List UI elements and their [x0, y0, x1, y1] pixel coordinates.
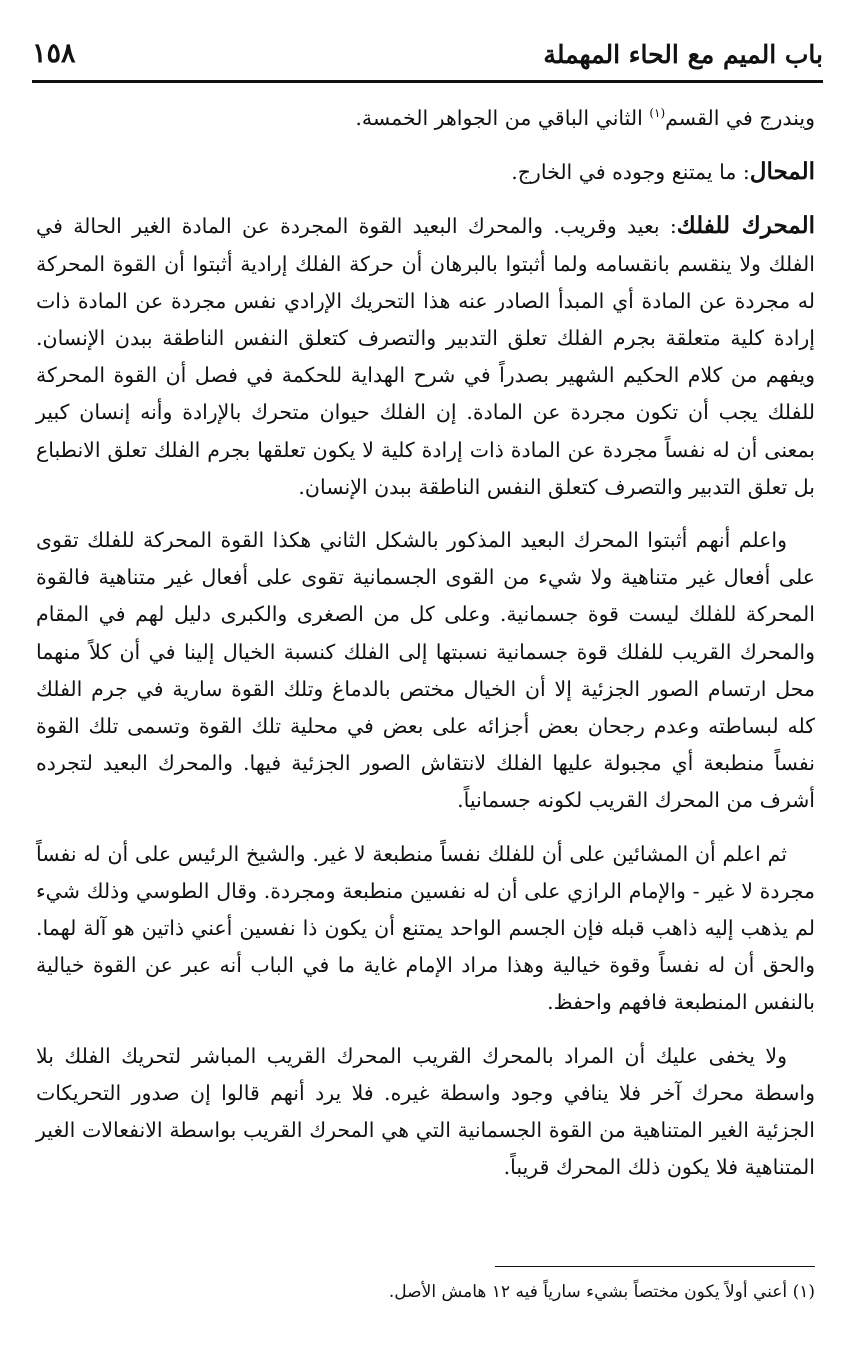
page-header — [32, 32, 823, 82]
chapter-title: باب الميم مع الحاء المهملة — [543, 40, 823, 69]
page-number: ١٥٨ — [32, 38, 76, 69]
paragraph-3-text: : بعيد وقريب. والمحرك البعيد القوة المجردة عن المادة الغير الحالة في الفلك ولا ينقسم بانقسامه ولما أثبتوا بالبرهان أن حركة الفلك إرادية أثبتوا أن القوة المحركة له مجردة عن المادة أي المبدأ الصادر عنه هذا التحريك الإرادي نفس مجردة عن المادة ذات إرادة كلية متعلقة بجرم الفلك تعلق التدبير والتصرف كتعلق النفس الناطقة ببدن الإنسان. ويفهم من كلام الحكيم الشهير بصدراً في شرح الهداية للحكمة في فصل أن القوة المحركة للفلك يجب أن تكون مجردة عن المادة. إن الفلك حيوان متحرك بالإرادة وأنه إنسان كبير بمعنى أن له نفساً مجردة عن المادة ذات إرادة كلية لا يكون تعلقها بجرم الفلك تعلق الانطباع بل تعلق التدبير والتصرف كتعلق النفس الناطقة ببدن الإنسان. — [36, 214, 815, 499]
footnote-text: أعني أولاً يكون مختصاً بشيء سارياً فيه ١٢ هامش الأصل. — [388, 1282, 788, 1302]
paragraph-2 — [36, 153, 815, 191]
entry-term-muhal: المحال — [749, 158, 815, 186]
footnote-reference: (١) — [649, 106, 666, 121]
footnote-rule — [495, 1266, 815, 1267]
main-text — [36, 100, 815, 1202]
paragraph-1 — [36, 100, 815, 137]
paragraph-1-text-a: ويندرج في القسم — [665, 106, 815, 130]
entry-term-muharrik: المحرك للفلك — [676, 212, 815, 240]
paragraph-5: ثم اعلم أن المشائين على أن للفلك نفساً منطبعة لا غير. والشيخ الرئيس على أن له نفساً مجردة لا غير - والإمام الرازي على أن له نفسين منطبعة ومجردة. وقال الطوسي وذلك شيء لم يذهب إليه ذاهب قبله فإن الجسم الواحد يمتنع أن يكون ذا نفسين أعني ذاتين هو آلة لهما. والحق أن له نفساً وقوة خيالية وهذا مراد الإمام غاية ما في الباب أنه عبر عن القوة خيالية بالنفس المنطبعة فافهم واحفظ. — [36, 841, 815, 1015]
header-rule — [32, 80, 823, 83]
footnote-marker: (١) — [792, 1282, 815, 1302]
paragraph-4: واعلم أنهم أثبتوا المحرك البعيد المذكور بالشكل الثاني هكذا القوة المحركة للفلك تقوى على أفعال غير متناهية ولا شيء من القوى الجسمانية تقوى على أفعال غير متناهية فالقوة المحركة للفلك ليست قوة جسمانية. وعلى كل من الصغرى والكبرى دليل لهم في المقام والمحرك القريب للفلك قوة جسمانية نسبتها إلى الفلك كنسبة الخيال إلينا في أن كلاً منهما محل ارتسام الصور الجزئية إلا أن الخيال مختص بالدماغ وتلك القوة سارية في جرم الفلك كله لبساطته وعدم رجحان بعض أجزائه على بعض في محلية تلك القوة وتسمى تلك القوة نفساً منطبعة أي مجبولة عليها الفلك لانتقاش الصور الجزئية فيها. والمحرك البعيد لتجرده أشرف من المحرك القريب لكونه جسمانياً. — [36, 528, 815, 813]
footnote — [36, 1278, 815, 1306]
paragraph-1-text-b: الثاني الباقي من الجواهر الخمسة. — [355, 106, 650, 130]
paragraph-6: ولا يخفى عليك أن المراد بالمحرك القريب المحرك القريب المباشر لتحريك الفلك بلا واسطة محرك آخر فلا ينافي وجود واسطة غيره. فلا يرد أنهم قالوا إن صدور التحريكات الجزئية الغير المتناهية من القوة الجسمانية التي هي المحرك القريب بواسطة الانفعالات الغير المتناهية فلا يكون ذلك المحرك قريباً. — [36, 1043, 815, 1180]
paragraph-3 — [36, 207, 815, 506]
paragraph-2-text: : ما يمتنع وجوده في الخارج. — [511, 160, 750, 185]
